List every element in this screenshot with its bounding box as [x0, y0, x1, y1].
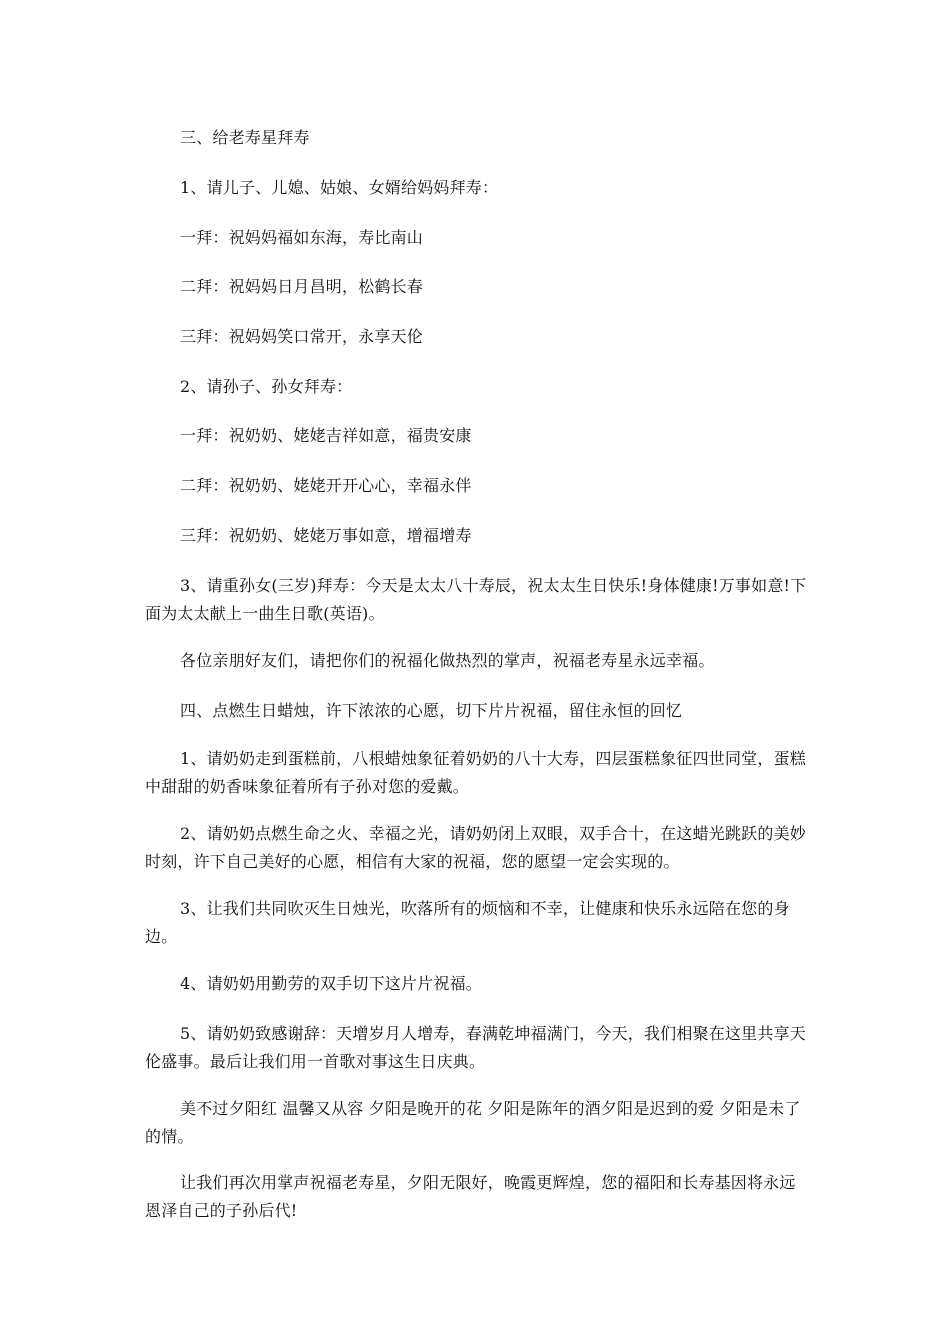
- paragraph: 一拜：祝奶奶、姥姥吉祥如意，福贵安康: [180, 426, 472, 445]
- paragraph: 三拜：祝奶奶、姥姥万事如意，增福增寿: [180, 526, 472, 545]
- paragraph: 三拜：祝妈妈笑口常开，永享天伦: [180, 327, 424, 346]
- paragraph: 4、请奶奶用勤劳的双手切下这片片祝福。: [180, 974, 482, 993]
- paragraph: 1、请儿子、儿媳、姑娘、女婿给妈妈拜寿：: [180, 178, 499, 197]
- paragraph: 2、请奶奶点燃生命之火、幸福之光，请奶奶闭上双眼，双手合十，在这蜡光跳跃的美妙时刻，许下自己美好的心愿，相信有大家的祝福，您的愿望一定会实现的。: [145, 824, 806, 871]
- paragraph: 二拜：祝妈妈日月昌明，松鹤长春: [180, 277, 424, 296]
- paragraph: 3、请重孙女(三岁)拜寿：今天是太太八十寿辰，祝太太生日快乐!身体健康!万事如意!下面为太太献上一曲生日歌(英语)。: [145, 576, 807, 623]
- paragraph: 5、请奶奶致感谢辞：天增岁月人增寿，春满乾坤福满门，今天，我们相聚在这里共享天伦盛事。最后让我们用一首歌对事这生日庆典。: [145, 1024, 806, 1071]
- section-heading-3: 三、给老寿星拜寿: [180, 128, 310, 147]
- paragraph: 3、让我们共同吹灭生日烛光，吹落所有的烦恼和不幸，让健康和快乐永远陪在您的身边。: [145, 899, 790, 946]
- section-heading-4: 四、点燃生日蜡烛，许下浓浓的心愿，切下片片祝福，留住永恒的回忆: [180, 701, 683, 720]
- paragraph: 让我们再次用掌声祝福老寿星，夕阳无限好，晚霞更辉煌，您的福阳和长寿基因将永远恩泽自己的子孙后代!: [145, 1173, 796, 1220]
- paragraph: 二拜：祝奶奶、姥姥开开心心，幸福永伴: [180, 476, 472, 495]
- paragraph: 一拜：祝妈妈福如东海，寿比南山: [180, 228, 424, 247]
- paragraph: 1、请奶奶走到蛋糕前，八根蜡烛象征着奶奶的八十大寿，四层蛋糕象征四世同堂，蛋糕中甜甜的奶香味象征着所有子孙对您的爱戴。: [145, 749, 806, 796]
- paragraph: 各位亲朋好友们，请把你们的祝福化做热烈的掌声，祝福老寿星永远幸福。: [180, 651, 715, 670]
- paragraph: 2、请孙子、孙女拜寿：: [180, 377, 353, 396]
- paragraph: 美不过夕阳红 温馨又从容 夕阳是晚开的花 夕阳是陈年的酒夕阳是迟到的爱 夕阳是未了的情。: [145, 1099, 801, 1146]
